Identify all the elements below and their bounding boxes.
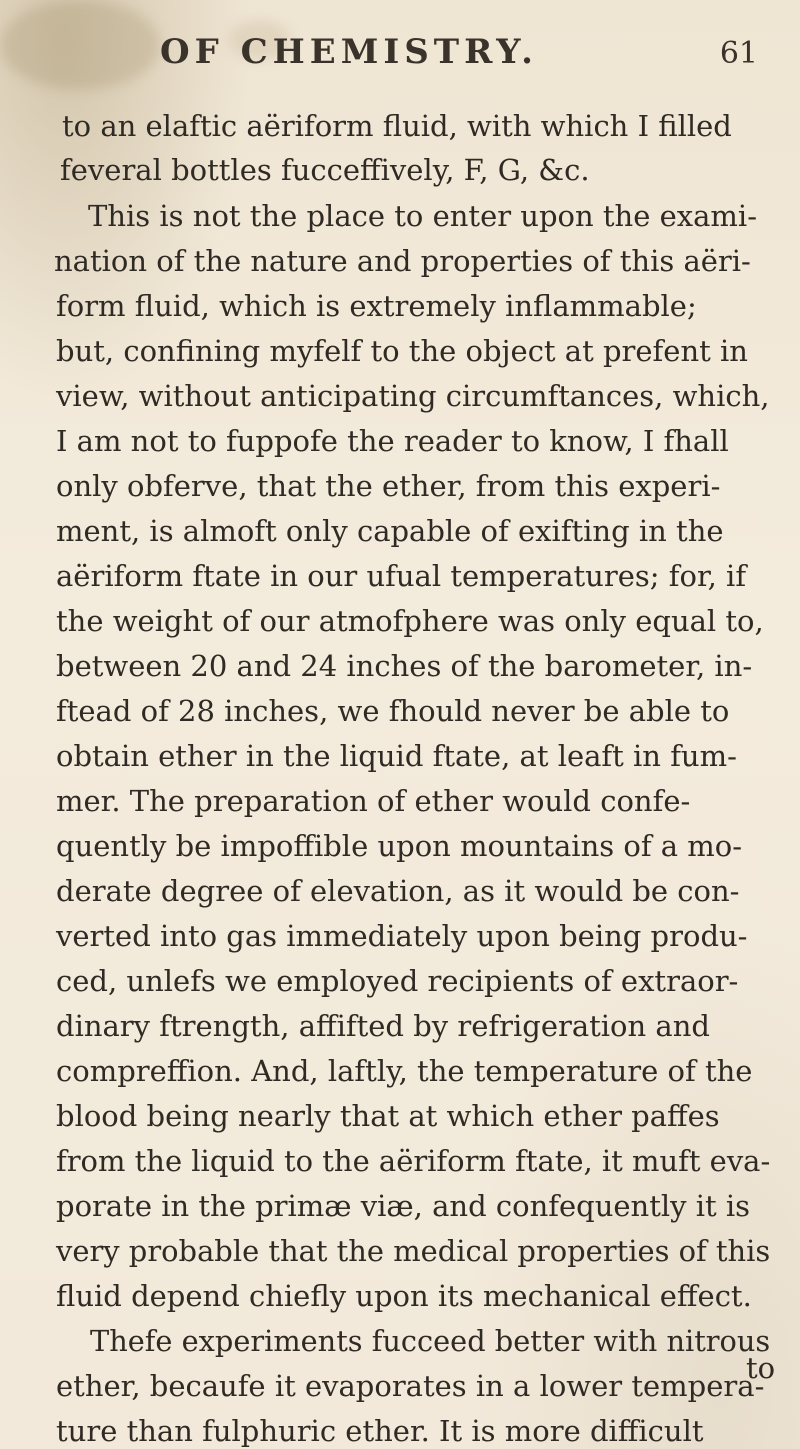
text-line: mer. The preparation of ether would confe- <box>56 784 691 818</box>
text-line: ment, is almoft only capable of exifting in the <box>56 514 724 548</box>
text-line: fluid depend chiefly upon its mechanical effect. <box>56 1279 752 1313</box>
text-line: ced, unlefs we employed recipients of extraor- <box>56 964 739 998</box>
text-line: I am not to fuppofe the reader to know, I fhall <box>56 424 729 458</box>
text-line: form fluid, which is extremely inflammable; <box>56 289 697 323</box>
text-line: between 20 and 24 inches of the barometer, in- <box>56 649 753 683</box>
page-number: 61 <box>719 36 758 71</box>
text-line: obtain ether in the liquid ftate, at leaft in fum- <box>56 739 737 773</box>
running-head: OF CHEMISTRY. <box>160 32 539 72</box>
text-line: from the liquid to the aëriform ftate, it muft eva- <box>56 1144 771 1178</box>
text-line: compreffion. And, laftly, the temperature of the <box>56 1054 753 1088</box>
text-line: derate degree of elevation, as it would be con- <box>56 874 740 908</box>
text-line: quently be impoffible upon mountains of a mo- <box>56 829 743 863</box>
text-line: ether, becaufe it evaporates in a lower tempera- <box>56 1369 765 1403</box>
page-header <box>0 32 800 92</box>
text-line: aëriform ftate in our ufual temperatures; for, if <box>56 559 747 593</box>
text-line: view, without anticipating circumftances, which, <box>56 379 770 413</box>
text-line: feveral bottles fucceffively, F, G, &c. <box>60 153 590 187</box>
text-line: Thefe experiments fucceed better with nitrous <box>90 1324 771 1358</box>
text-line: to an elaftic aëriform fluid, with which I filled <box>62 109 732 143</box>
text-line: very probable that the medical properties of this <box>56 1234 771 1268</box>
text-line: dinary ftrength, affifted by refrigeration and <box>56 1009 710 1043</box>
text-line: This is not the place to enter upon the exami- <box>88 199 757 233</box>
text-line: the weight of our atmofphere was only equal to, <box>56 604 764 638</box>
text-line: ftead of 28 inches, we fhould never be able to <box>56 694 730 728</box>
text-line: blood being nearly that at which ether paffes <box>56 1099 720 1133</box>
text-line: ture than fulphuric ether. It is more difficult <box>56 1414 704 1448</box>
catchword: to <box>746 1351 776 1385</box>
text-line: porate in the primæ viæ, and confequently it is <box>56 1189 751 1223</box>
text-line: nation of the nature and properties of this aëri- <box>54 244 751 278</box>
text-line: but, confining myfelf to the object at prefent in <box>56 334 748 368</box>
text-line: only obferve, that the ether, from this experi- <box>56 469 721 503</box>
text-line: verted into gas immediately upon being produ- <box>56 919 748 953</box>
